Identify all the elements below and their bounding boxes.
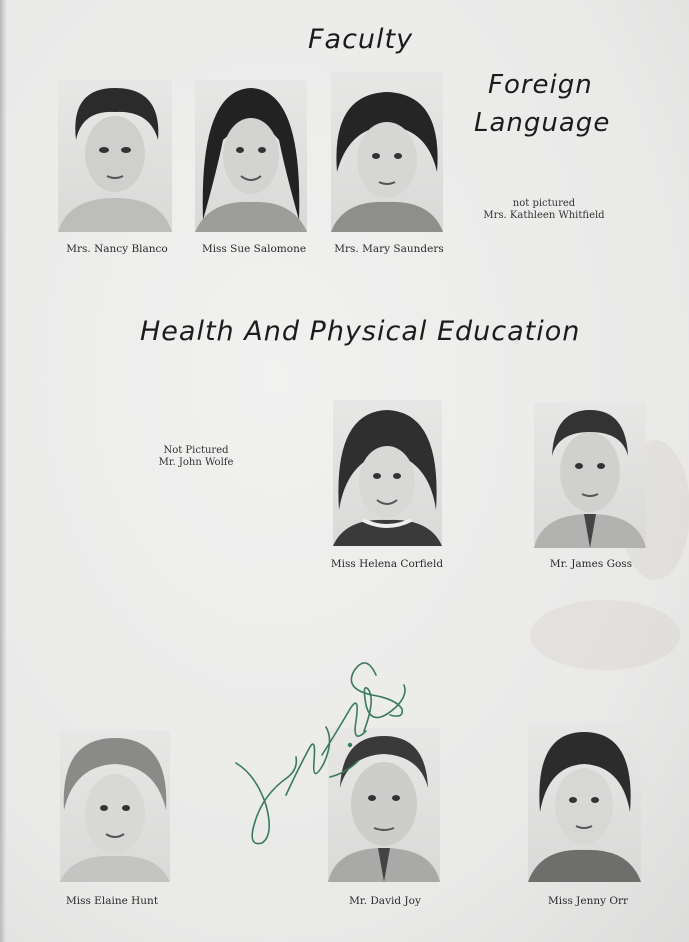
health-not-pictured-name: Mr. John Wolfe bbox=[158, 457, 234, 468]
faculty-heading: Faculty bbox=[308, 24, 414, 55]
health-pe-heading: Health And Physical Education bbox=[140, 316, 581, 347]
portrait-james-goss bbox=[534, 402, 646, 548]
foreign-language-heading-line1: Foreign bbox=[488, 70, 593, 100]
portrait-helena-corfield bbox=[333, 400, 442, 546]
portrait-sue-salomone bbox=[195, 80, 307, 232]
caption-nancy-blanco: Mrs. Nancy Blanco bbox=[66, 243, 168, 255]
handwritten-signature bbox=[226, 645, 411, 850]
paper-stain bbox=[530, 600, 680, 670]
caption-elaine-hunt: Miss Elaine Hunt bbox=[65, 895, 159, 907]
caption-helena-corfield: Miss Helena Corfield bbox=[330, 558, 444, 570]
portrait-jenny-orr bbox=[528, 722, 641, 882]
portrait-mary-saunders bbox=[331, 72, 443, 232]
caption-sue-salomone: Miss Sue Salomone bbox=[201, 243, 307, 255]
caption-james-goss: Mr. James Goss bbox=[549, 558, 633, 570]
portrait-elaine-hunt bbox=[60, 730, 170, 882]
health-not-pictured-label: Not Pictured bbox=[163, 445, 229, 456]
caption-mary-saunders: Mrs. Mary Saunders bbox=[334, 243, 444, 255]
foreign-language-heading-line2: Language bbox=[474, 108, 611, 138]
caption-jenny-orr: Miss Jenny Orr bbox=[547, 895, 629, 907]
caption-david-joy: Mr. David Joy bbox=[349, 895, 421, 907]
portrait-nancy-blanco bbox=[58, 80, 172, 232]
foreign-not-pictured-name: Mrs. Kathleen Whitfield bbox=[483, 210, 605, 221]
foreign-not-pictured-label: not pictured bbox=[512, 198, 576, 209]
page-spine-shadow bbox=[0, 0, 6, 942]
